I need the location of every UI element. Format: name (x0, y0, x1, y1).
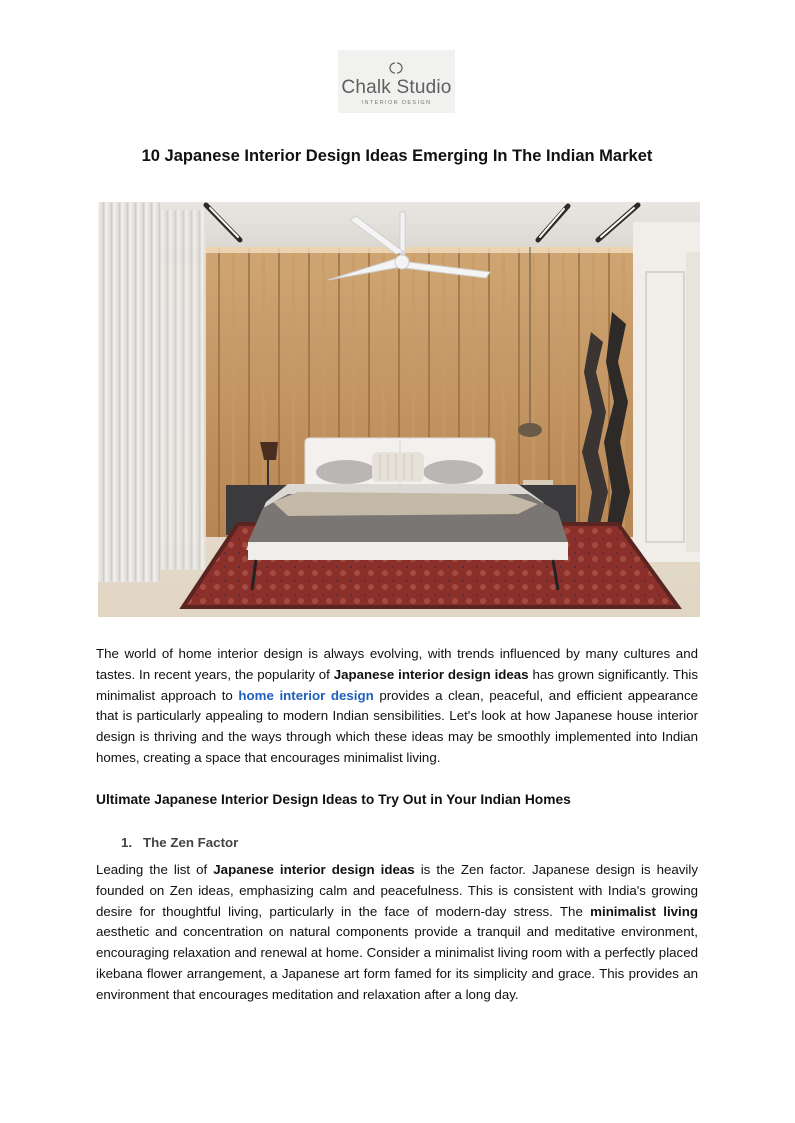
list-number: 1. (121, 835, 133, 850)
intro-text-1: The world of home interior design is always evolving, with trends influenced by many cultures and tastes. In recent years, the popularity of (96, 646, 698, 682)
intro-paragraph (96, 644, 698, 769)
zen-text-1: Leading the list of (96, 862, 214, 877)
list-item-zen-factor (121, 835, 238, 850)
chalk-studio-logo (338, 50, 455, 113)
intro-text-2: has grown significantly. This minimalist approach to (96, 666, 699, 703)
logo-mark-icon (384, 59, 410, 77)
intro-bold-phrase: Japanese interior design ideas (333, 666, 529, 682)
hero-image (98, 202, 700, 617)
zen-paragraph (96, 860, 698, 1006)
page-title: 10 Japanese Interior Design Ideas Emerging In The Indian Market (141, 147, 653, 165)
logo-tagline: INTERIOR DESIGN (361, 100, 432, 106)
list-label: The Zen Factor (143, 835, 239, 850)
home-interior-design-link[interactable]: home interior design (238, 687, 374, 703)
bedroom-photo-icon (98, 202, 700, 617)
zen-bold-phrase-1: Japanese interior design ideas (213, 862, 415, 877)
zen-text-2: is the Zen factor. Japanese design is heavily founded on Zen ideas, emphasizing calm and peacefulness. This is consistent with India's growing desire for thoughtful living, particularly in the face of modern-day stress. The (96, 862, 698, 919)
logo-name: Chalk Studio (341, 77, 452, 98)
section-heading: Ultimate Japanese Interior Design Ideas to Try Out in Your Indian Homes (96, 792, 571, 807)
intro-text-3: provides a clean, peaceful, and efficient appearance that is particularly appealing to modern Indian sensibilities. Let's look at how Japanese house interior design is thriving and the ways through which these ideas may be smoothly implemented into Indian homes, creating a space that encourages minimalist living. (96, 687, 698, 765)
zen-bold-phrase-2: minimalist living (590, 903, 698, 919)
zen-text-3: aesthetic and concentration on natural components provide a tranquil and meditative environment, encouraging relaxation and renewal at home. Consider a minimalist living room with a perfectly placed ikebana flower arrangement, a Japanese art form famed for its simplicity and grace. This provides an environment that encourages meditation and relaxation after a long day. (96, 924, 698, 1002)
